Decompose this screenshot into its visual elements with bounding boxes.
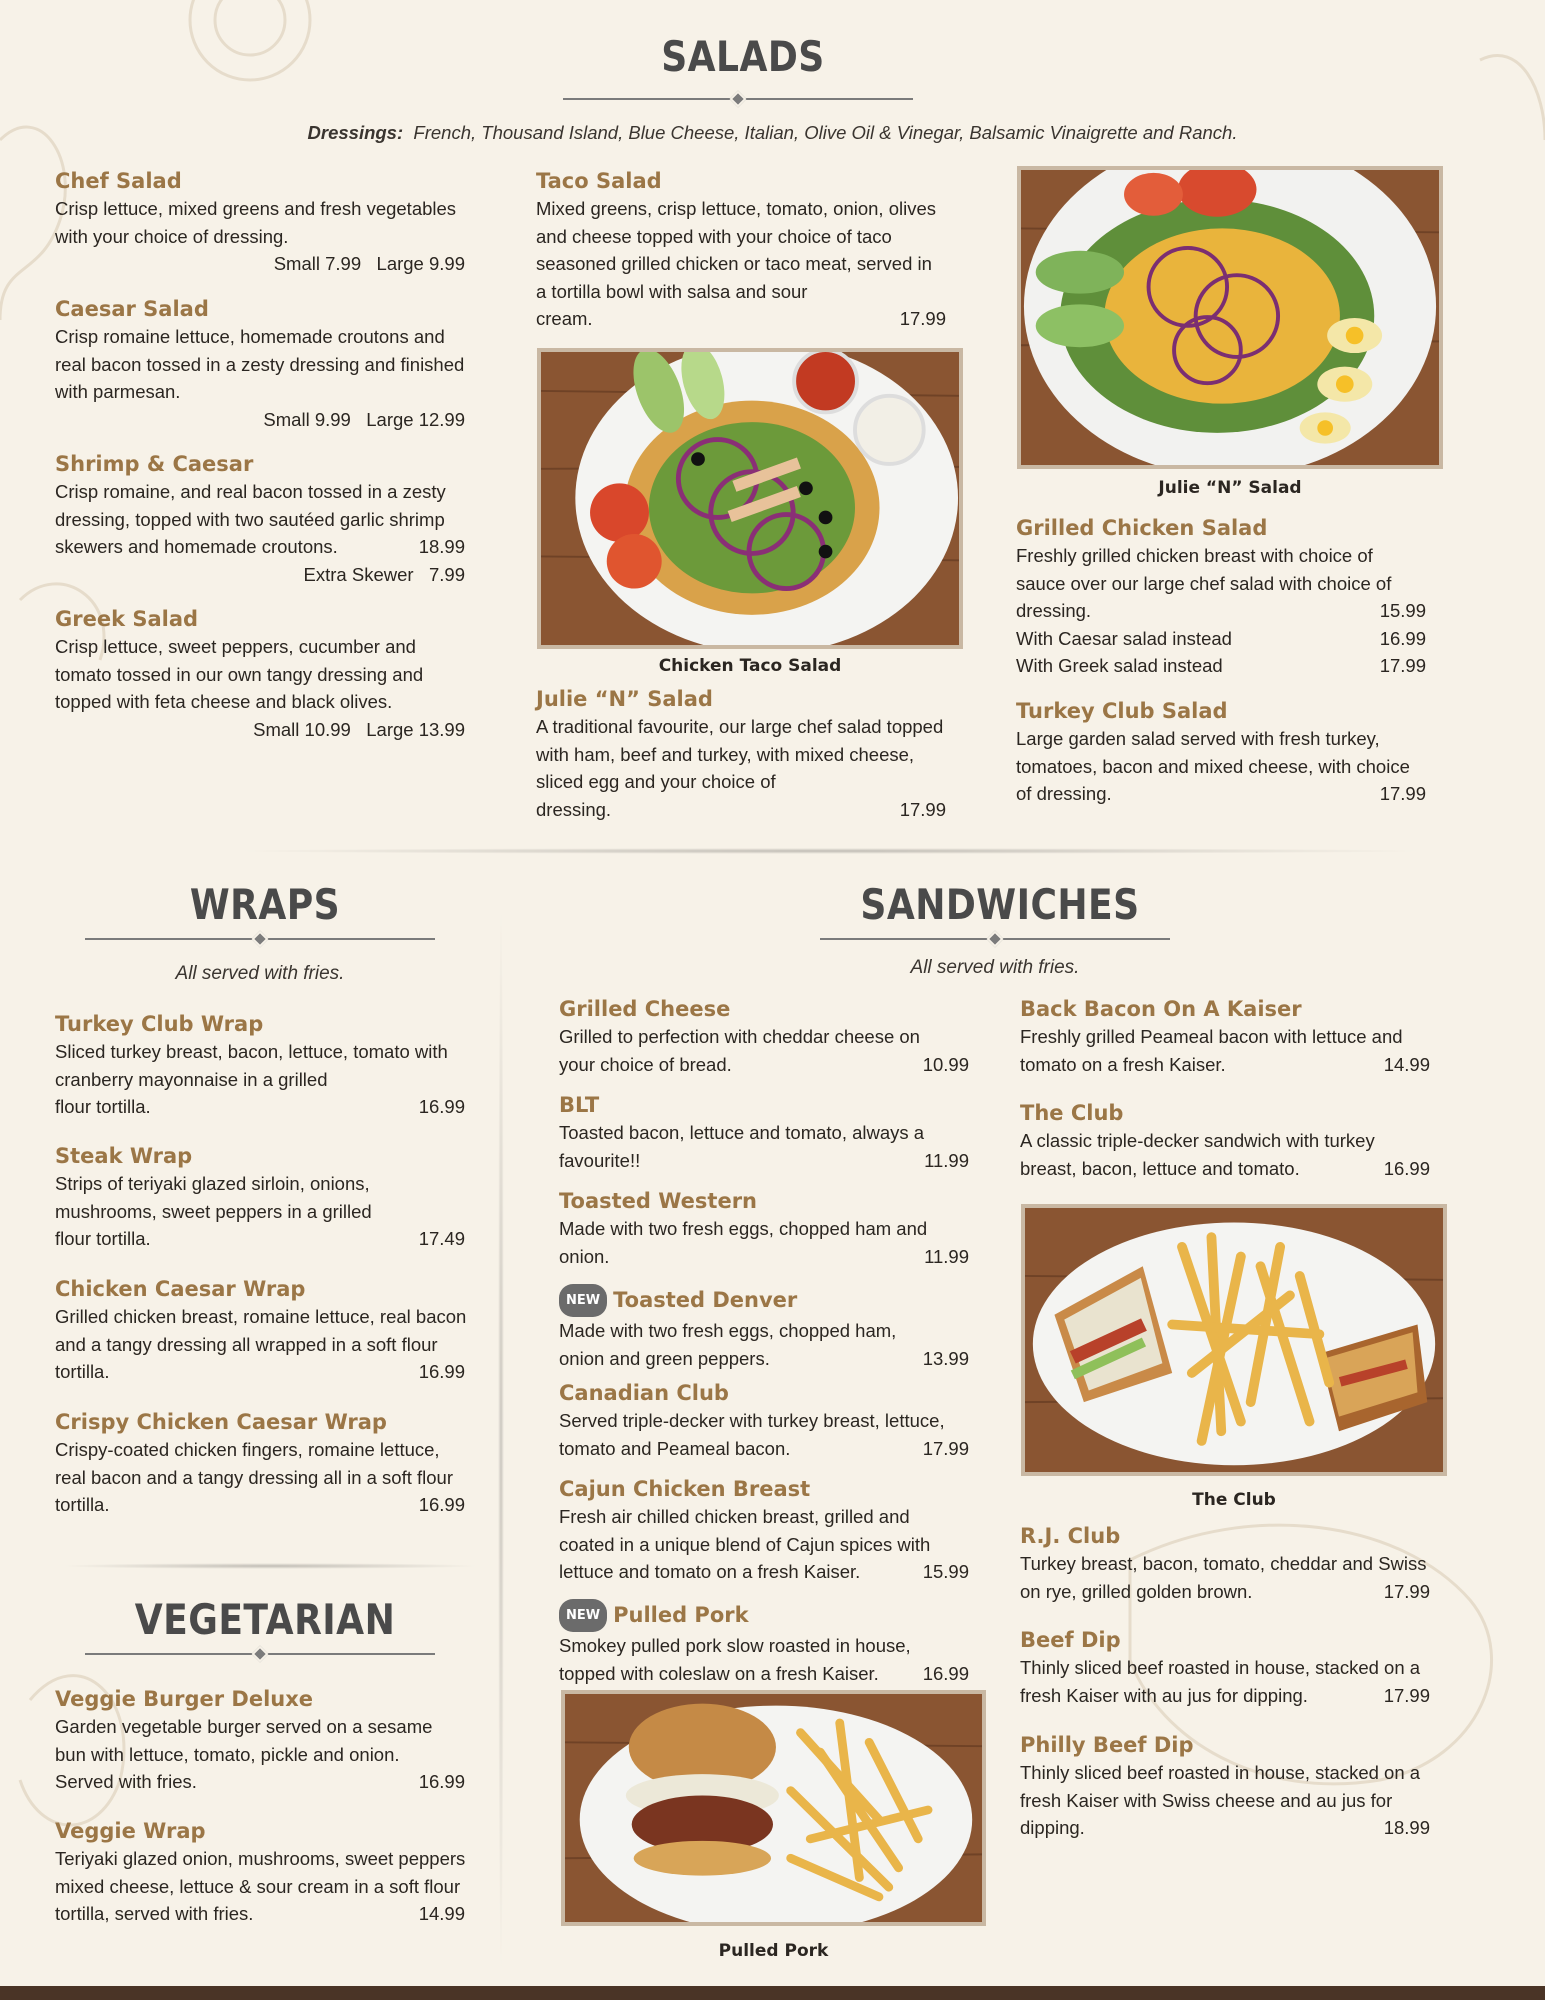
wraps-title: WRAPS xyxy=(189,880,341,929)
item-price: 15.99 xyxy=(1379,600,1426,621)
item-price: 16.99 xyxy=(418,1771,465,1792)
item-last-line: Served with fries. xyxy=(55,1771,197,1792)
item-price-row xyxy=(536,305,946,333)
item-price: 16.99 xyxy=(418,1096,465,1117)
item-last-line: breast, bacon, lettuce and tomato. xyxy=(1020,1157,1300,1179)
item-last-line: your choice of bread. xyxy=(559,1053,732,1075)
vegetarian-title: VEGETARIAN xyxy=(134,1595,396,1644)
menu-item-turkey-club-salad xyxy=(1016,698,1426,808)
column-separator xyxy=(498,900,504,1980)
item-price-row xyxy=(536,796,946,824)
new-badge: NEW xyxy=(559,1284,607,1317)
item-last-line: dressing. xyxy=(536,798,612,820)
item-desc: Grilled chicken breast, romaine lettuce, real bacon and a tangy dressing all wrapped in a soft flour xyxy=(55,1306,467,1355)
sandwiches-title: SANDWICHES xyxy=(860,880,1140,929)
menu-item-back-bacon-kaiser xyxy=(1020,996,1430,1078)
item-price: Small 7.99 Large 9.99 xyxy=(273,253,465,274)
item-name: Crispy Chicken Caesar Wrap xyxy=(55,1410,387,1434)
item-price-row xyxy=(55,1768,465,1796)
menu-item-crispy-chicken-caesar-wrap xyxy=(55,1409,465,1519)
menu-item-taco-salad xyxy=(536,168,946,333)
item-price-row xyxy=(559,1345,969,1373)
item-last-line: cream. xyxy=(536,308,593,329)
item-desc: Thinly sliced beef roasted in house, stacked on a xyxy=(1020,1657,1421,1678)
item-price-row xyxy=(55,1491,465,1519)
menu-item-chef-salad xyxy=(55,168,465,278)
item-desc: Served triple-decker with turkey breast, lettuce, xyxy=(559,1410,945,1431)
item-last-line: topped with coleslaw on a fresh Kaiser. xyxy=(559,1662,879,1684)
menu-item-toasted-western xyxy=(559,1188,969,1270)
item-name: Caesar Salad xyxy=(55,297,209,321)
julie-salad-caption: Julie “N” Salad xyxy=(1158,478,1302,498)
item-name: Julie “N” Salad xyxy=(536,687,713,711)
dressings-label: Dressings: xyxy=(307,122,404,143)
dressings-note xyxy=(180,122,1365,144)
item-name: Philly Beef Dip xyxy=(1020,1733,1194,1757)
item-desc: Crisp lettuce, sweet peppers, cucumber and tomato tossed in our own tangy dressing and topped with feta cheese and black olives. xyxy=(55,636,424,712)
item-desc: Fresh air chilled chicken breast, grilled and coated in a unique blend of Cajun spices with xyxy=(559,1506,931,1555)
menu-item-veggie-wrap xyxy=(55,1818,475,1928)
item-price: 17.99 xyxy=(1383,1684,1430,1706)
item-name: BLT xyxy=(559,1093,600,1117)
item-name: Back Bacon On A Kaiser xyxy=(1020,997,1302,1021)
item-desc: Smokey pulled pork slow roasted in house, xyxy=(559,1635,911,1656)
item-desc: Crisp romaine, and real bacon tossed in a zesty dressing, topped with two sautéed garlic shrimp xyxy=(55,481,446,530)
menu-item-shrimp-caesar xyxy=(55,451,465,588)
menu-item-caesar-salad xyxy=(55,296,465,433)
item-desc: Grilled to perfection with cheddar cheese on xyxy=(559,1026,920,1047)
item-price-row xyxy=(55,1900,465,1928)
menu-item-turkey-club-wrap xyxy=(55,1011,465,1121)
item-desc: A classic triple-decker sandwich with turkey xyxy=(1020,1130,1375,1151)
item-price: 14.99 xyxy=(1383,1053,1430,1075)
item-last-line: dressing. xyxy=(1016,600,1092,621)
item-name: Cajun Chicken Breast xyxy=(559,1477,811,1501)
the-club-photo xyxy=(1021,1204,1447,1476)
pulled-pork-photo xyxy=(561,1690,986,1926)
item-desc: Large garden salad served with fresh turkey, tomatoes, bacon and mixed cheese, with choice xyxy=(1016,728,1410,777)
item-price-row xyxy=(1020,1682,1430,1710)
salads-title: SALADS xyxy=(661,32,825,81)
item-desc: Crisp romaine lettuce, homemade croutons and real bacon tossed in a zesty dressing and finished with parmesan. xyxy=(55,326,465,402)
item-name: Veggie Wrap xyxy=(55,1819,206,1843)
item-desc: Strips of teriyaki glazed sirloin, onions, mushrooms, sweet peppers in a grilled xyxy=(55,1173,372,1222)
wraps-separator xyxy=(60,1563,480,1569)
item-name: Grilled Chicken Salad xyxy=(1016,516,1268,540)
item-name: Toasted Denver xyxy=(613,1288,798,1312)
item-last-line: on rye, grilled golden brown. xyxy=(1020,1580,1253,1602)
menu-item-cajun-chicken-breast xyxy=(559,1476,969,1586)
menu-item-julie-salad xyxy=(536,686,946,823)
item-last-line: flour tortilla. xyxy=(55,1228,151,1249)
item-name: The Club xyxy=(1020,1101,1124,1125)
item-desc: Teriyaki glazed onion, mushrooms, sweet peppers mixed cheese, lettuce & sour cream in a soft flour xyxy=(55,1848,466,1897)
item-price: 17.49 xyxy=(418,1228,465,1249)
option-label: With Caesar salad instead xyxy=(1016,627,1232,649)
item-last-line: tortilla. xyxy=(55,1361,110,1382)
pulled-pork-caption: Pulled Pork xyxy=(718,1941,829,1961)
menu-item-chicken-caesar-wrap xyxy=(55,1276,475,1386)
item-price: 11.99 xyxy=(924,1245,969,1267)
extra-skewer-row xyxy=(55,561,465,589)
item-name-row xyxy=(559,1284,969,1317)
item-price: 17.99 xyxy=(922,1437,969,1459)
vegetarian-divider xyxy=(85,1647,435,1661)
menu-item-the-club xyxy=(1020,1100,1430,1182)
item-name: Canadian Club xyxy=(559,1381,729,1405)
salads-divider xyxy=(563,92,913,106)
item-desc: Made with two fresh eggs, chopped ham, xyxy=(559,1320,897,1341)
item-price-row xyxy=(1016,780,1426,808)
menu-item-pulled-pork xyxy=(559,1599,969,1687)
item-desc: Turkey breast, bacon, tomato, cheddar and Swiss xyxy=(1020,1553,1427,1574)
item-price: 15.99 xyxy=(922,1561,969,1582)
item-price: 16.99 xyxy=(418,1361,465,1382)
item-price-row xyxy=(55,1358,465,1386)
item-last-line: tomato on a fresh Kaiser. xyxy=(1020,1053,1226,1075)
option-price: 17.99 xyxy=(1379,655,1426,676)
item-last-line: dipping. xyxy=(1020,1817,1085,1838)
item-price: 17.99 xyxy=(899,798,946,820)
item-name: Shrimp & Caesar xyxy=(55,452,254,476)
item-price-row xyxy=(55,1093,465,1121)
item-price: 11.99 xyxy=(924,1149,969,1171)
menu-item-greek-salad xyxy=(55,606,465,743)
option-price: 16.99 xyxy=(1379,627,1426,649)
item-name: Steak Wrap xyxy=(55,1144,193,1168)
item-price: 17.99 xyxy=(1379,783,1426,804)
item-price-row xyxy=(559,1435,969,1463)
chicken-taco-salad-photo xyxy=(537,348,963,649)
item-desc: Garden vegetable burger served on a sesame bun with lettuce, tomato, pickle and onion. xyxy=(55,1716,433,1765)
item-price-row xyxy=(559,1051,969,1079)
extra-skewer-label: Extra Skewer xyxy=(303,563,414,585)
item-last-line: fresh Kaiser with au jus for dipping. xyxy=(1020,1684,1308,1706)
item-price: 16.99 xyxy=(1383,1157,1430,1179)
sandwiches-divider xyxy=(820,932,1170,946)
item-name: Turkey Club Salad xyxy=(1016,699,1228,723)
item-price-row xyxy=(1016,597,1426,625)
item-price: 16.99 xyxy=(418,1494,465,1515)
footer-bar xyxy=(0,1986,1545,2000)
item-last-line: onion and green peppers. xyxy=(559,1347,770,1369)
menu-item-rj-club xyxy=(1020,1523,1430,1605)
item-price: 10.99 xyxy=(922,1053,969,1075)
item-price-row xyxy=(559,1147,969,1175)
item-name: Greek Salad xyxy=(55,607,199,631)
option-caesar-row xyxy=(1016,625,1426,653)
item-last-line: favourite!! xyxy=(559,1149,641,1171)
menu-item-blt xyxy=(559,1092,969,1174)
item-desc: Crispy-coated chicken fingers, romaine lettuce, real bacon and a tangy dressing all in a soft flour xyxy=(55,1439,453,1488)
item-name: Chicken Caesar Wrap xyxy=(55,1277,306,1301)
item-desc: Mixed greens, crisp lettuce, tomato, onion, olives and cheese topped with your choice of taco seasoned grilled chicken or taco meat, served in a tortilla bowl with salsa and sour xyxy=(536,198,936,302)
item-last-line: tortilla. xyxy=(55,1494,110,1515)
option-greek-row xyxy=(1016,652,1426,680)
item-desc: Thinly sliced beef roasted in house, stacked on a fresh Kaiser with Swiss cheese and au jus for xyxy=(1020,1762,1421,1811)
item-price: Small 9.99 Large 12.99 xyxy=(263,408,465,430)
extra-skewer-price: 7.99 xyxy=(428,563,465,585)
item-price-row xyxy=(1020,1578,1430,1606)
the-club-caption: The Club xyxy=(1192,1490,1276,1510)
menu-item-philly-beef-dip xyxy=(1020,1732,1430,1842)
item-desc: Crisp lettuce, mixed greens and fresh vegetables with your choice of dressing. xyxy=(55,198,457,247)
item-last-line: skewers and homemade croutons. xyxy=(55,536,338,557)
item-last-line: lettuce and tomato on a fresh Kaiser. xyxy=(559,1561,861,1582)
item-price: 16.99 xyxy=(922,1662,969,1684)
item-price-row xyxy=(1020,1814,1430,1842)
item-desc: Freshly grilled Peameal bacon with lettuce and xyxy=(1020,1026,1403,1047)
item-desc: Made with two fresh eggs, chopped ham and xyxy=(559,1218,928,1239)
item-name: Grilled Cheese xyxy=(559,997,731,1021)
item-name: Beef Dip xyxy=(1020,1628,1121,1652)
item-name: Chef Salad xyxy=(55,169,182,193)
item-desc: Freshly grilled chicken breast with choice of sauce over our large chef salad with choice of xyxy=(1016,545,1392,594)
item-price-row xyxy=(1020,1155,1430,1183)
menu-item-toasted-denver xyxy=(559,1284,969,1372)
julie-salad-photo xyxy=(1017,166,1443,469)
item-price-row xyxy=(1020,1051,1430,1079)
menu-item-canadian-club xyxy=(559,1380,969,1462)
item-price: 13.99 xyxy=(922,1347,969,1369)
menu-item-steak-wrap xyxy=(55,1143,465,1253)
item-last-line: tomato and Peameal bacon. xyxy=(559,1437,791,1459)
menu-item-veggie-burger-deluxe xyxy=(55,1686,465,1796)
item-price-row xyxy=(55,1225,465,1253)
item-name: Pulled Pork xyxy=(613,1603,749,1627)
item-desc: Sliced turkey breast, bacon, lettuce, tomato with cranberry mayonnaise in a grilled xyxy=(55,1041,448,1090)
item-name-row xyxy=(559,1599,969,1632)
item-last-line: onion. xyxy=(559,1245,610,1267)
chicken-taco-salad-caption: Chicken Taco Salad xyxy=(658,656,842,676)
wraps-divider xyxy=(85,932,435,946)
item-name: Turkey Club Wrap xyxy=(55,1012,264,1036)
wraps-note: All served with fries. xyxy=(175,963,345,984)
item-price-row xyxy=(55,533,465,561)
item-price-row xyxy=(559,1558,969,1586)
option-label: With Greek salad instead xyxy=(1016,655,1223,676)
item-name: Toasted Western xyxy=(559,1189,758,1213)
item-last-line: of dressing. xyxy=(1016,783,1112,804)
item-price: 18.99 xyxy=(418,536,465,557)
new-badge: NEW xyxy=(559,1599,607,1632)
menu-item-grilled-chicken-salad xyxy=(1016,515,1426,680)
item-price: 17.99 xyxy=(899,308,946,329)
item-name: Veggie Burger Deluxe xyxy=(55,1687,314,1711)
sandwiches-note: All served with fries. xyxy=(910,957,1080,978)
item-last-line: tortilla, served with fries. xyxy=(55,1903,254,1924)
menu-item-beef-dip xyxy=(1020,1627,1430,1709)
item-price: 17.99 xyxy=(1383,1580,1430,1602)
item-price-row xyxy=(559,1660,969,1688)
item-name: Taco Salad xyxy=(536,169,662,193)
item-last-line: flour tortilla. xyxy=(55,1096,151,1117)
item-name: R.J. Club xyxy=(1020,1524,1121,1548)
item-desc: Toasted bacon, lettuce and tomato, always a xyxy=(559,1122,925,1143)
salads-separator xyxy=(230,848,1430,854)
dressings-text: French, Thousand Island, Blue Cheese, Italian, Olive Oil & Vinegar, Balsamic Vinaigrette and Ranch. xyxy=(413,122,1238,143)
item-desc: A traditional favourite, our large chef salad topped with ham, beef and turkey, with mixed cheese, sliced egg and your choice of xyxy=(536,716,944,792)
menu-item-grilled-cheese xyxy=(559,996,969,1078)
item-price: Small 10.99 Large 13.99 xyxy=(253,718,465,740)
item-price: 14.99 xyxy=(418,1903,465,1924)
item-price-row xyxy=(559,1243,969,1271)
item-price: 18.99 xyxy=(1383,1817,1430,1838)
